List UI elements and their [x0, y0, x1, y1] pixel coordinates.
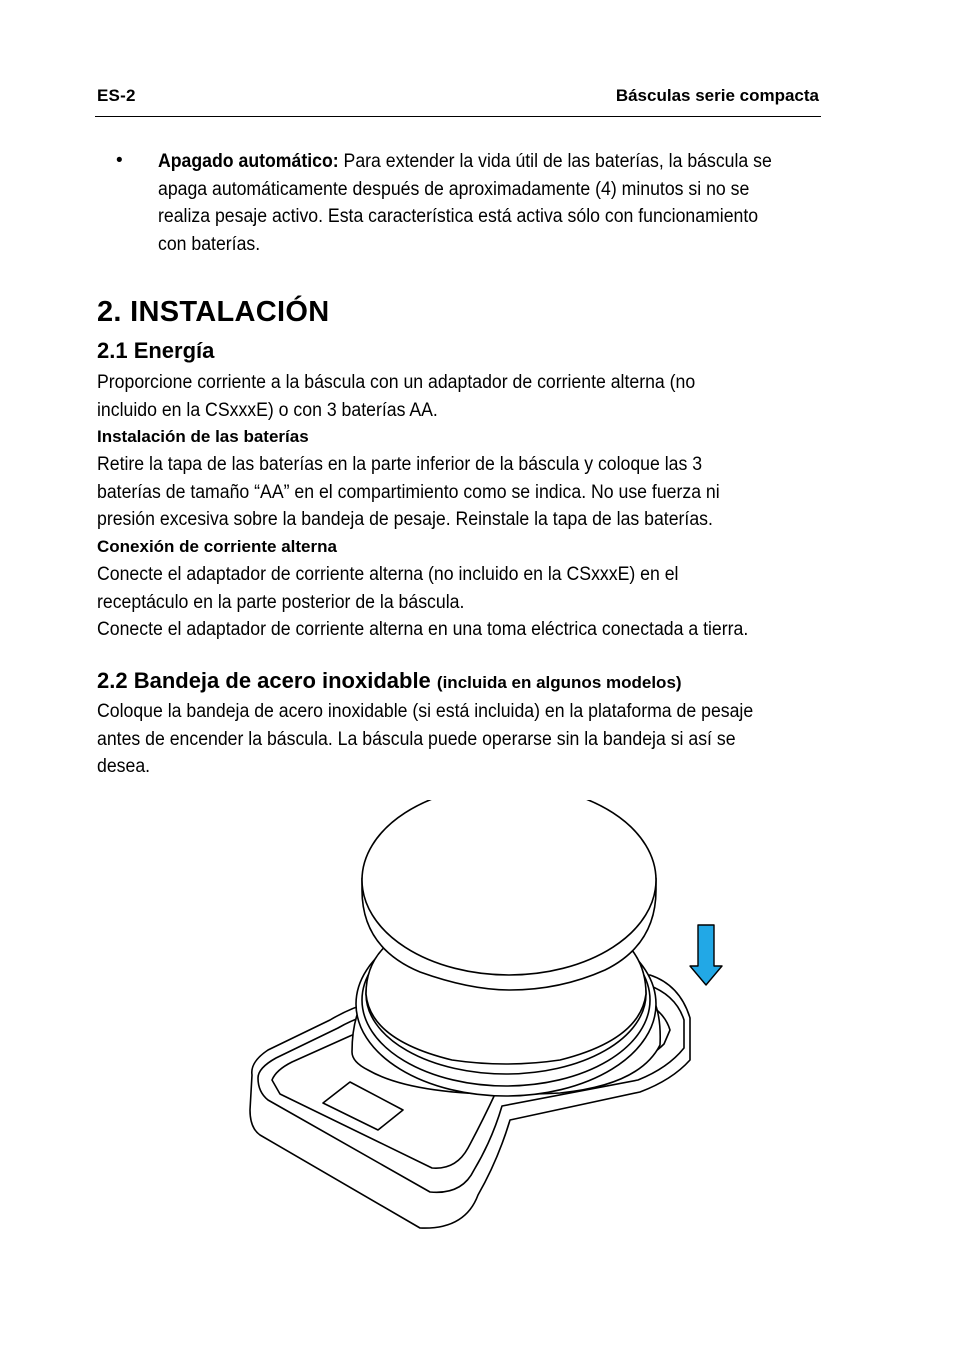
text-line: baterías de tamaño “AA” en el compartimiento como se indica. No use fuerza ni [97, 481, 720, 503]
heading-baterias: Instalación de las baterías [97, 427, 309, 446]
text-line: Proporcione corriente a la báscula con un adaptador de corriente alterna (no [97, 372, 696, 393]
bullet-line: con baterías. [158, 233, 261, 255]
subsection-title-energia: 2.1 Energía [97, 338, 215, 363]
page-header [95, 84, 821, 117]
bullet-line: Apagado automático: Para extender la vida útil de las baterías, la báscula se [158, 151, 772, 172]
bandeja-subtitle: (incluida en algunos modelos) [436, 673, 682, 692]
conexion-paragraph [97, 561, 860, 644]
text-line: desea. [97, 756, 151, 777]
bandeja-paragraph [97, 698, 860, 781]
text-line: Retire la tapa de las baterías en la parte inferior de la báscula y coloque las 3 [97, 454, 703, 475]
energia-paragraph [97, 369, 860, 424]
bullet-auto-off [158, 148, 854, 258]
section-title: 2. INSTALACIÓN [97, 296, 330, 328]
text-line: Coloque la bandeja de acero inoxidable (si está incluida) en la plataforma de pesaje [97, 701, 754, 722]
page-number: ES-2 [97, 86, 136, 105]
text-line: Conecte el adaptador de corriente alterna en una toma eléctrica conectada a tierra. [97, 619, 749, 640]
text-line: antes de encender la báscula. La báscula puede operarse sin la bandeja si así se [97, 728, 736, 750]
down-arrow-icon [690, 925, 722, 985]
bullet-line: apaga automáticamente después de aproximadamente (4) minutos si no se [158, 178, 750, 200]
running-title: Básculas serie compacta [615, 86, 819, 105]
baterias-paragraph [97, 451, 860, 534]
heading-conexion: Conexión de corriente alterna [97, 537, 337, 556]
weighing-pan [362, 800, 656, 975]
text-line: Conecte el adaptador de corriente alterna (no incluido en la CSxxxE) en el [97, 564, 679, 585]
bullet-label: Apagado automático: [158, 151, 339, 172]
text-line: incluido en la CSxxxE) o con 3 baterías AA. [97, 399, 438, 421]
subsection-title-bandeja [97, 668, 682, 694]
bullet-line: realiza pesaje activo. Esta característica está activa sólo con funcionamiento [158, 206, 759, 227]
text-line: presión excesiva sobre la bandeja de pesaje. Reinstale la tapa de las baterías. [97, 509, 713, 530]
text-line: receptáculo en la parte posterior de la báscula. [97, 591, 465, 613]
bandeja-title: 2.2 Bandeja de acero inoxidable [97, 668, 431, 693]
bullet-marker: • [116, 150, 123, 171]
scale-illustration [240, 800, 740, 1240]
